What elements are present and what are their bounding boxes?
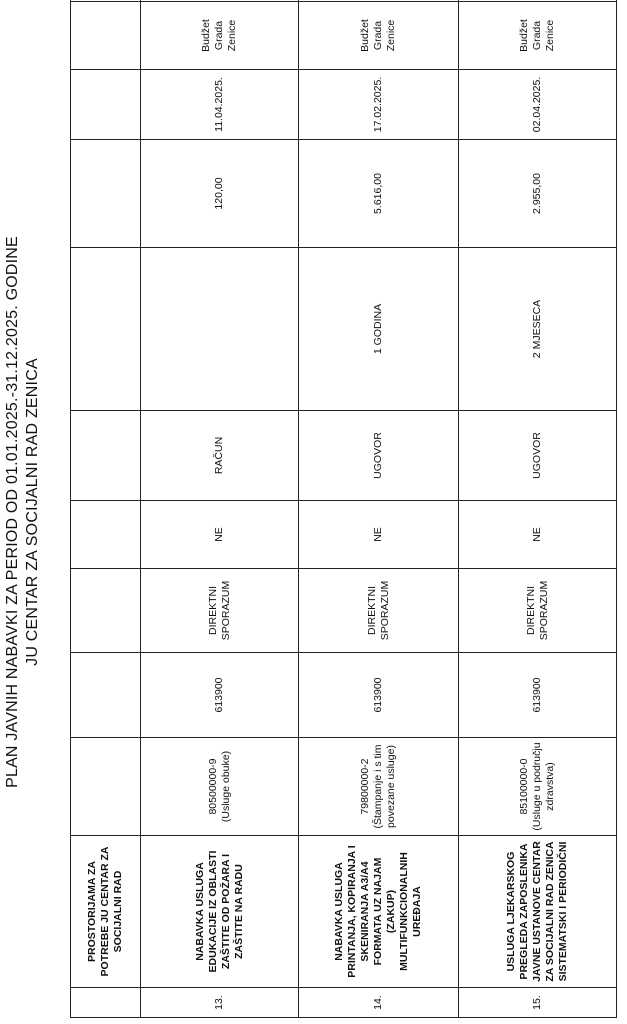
cell-source: Budžet Grada Zenice bbox=[459, 2, 617, 70]
cell-note bbox=[459, 0, 617, 2]
cell-contract-type: UGOVOR bbox=[459, 411, 617, 501]
cell-contract-type bbox=[71, 411, 141, 501]
procurement-table bbox=[70, 0, 617, 1018]
cell-duration: 1 GODINA bbox=[299, 248, 459, 411]
cell-date bbox=[71, 70, 141, 140]
table-row bbox=[141, 0, 299, 1018]
cell-lots: NE bbox=[141, 501, 299, 569]
cell-no: 14. bbox=[299, 988, 459, 1018]
cell-account: 613900 bbox=[141, 653, 299, 738]
cell-date: 11.04.2025. bbox=[141, 70, 299, 140]
cell-note bbox=[141, 0, 299, 2]
cell-procedure: DIREKTNI SPORAZUM bbox=[141, 569, 299, 653]
cell-duration: 2 MJESECA bbox=[459, 248, 617, 411]
cell-value bbox=[71, 140, 141, 248]
cell-value: 2.955,00 bbox=[459, 140, 617, 248]
cell-source bbox=[71, 2, 141, 70]
cell-procedure: DIREKTNI SPORAZUM bbox=[459, 569, 617, 653]
cell-procedure: DIREKTNI SPORAZUM bbox=[299, 569, 459, 653]
cell-subject: USLUGA LJEKARSKOG PREGLEDA ZAPOSLENIKA JAVNE USTANOVE CENTAR ZA SOCIJALNI RAD ZENICA SISTEMATSKI I PERIODIČNI bbox=[459, 836, 617, 988]
document-title: PLAN JAVNIH NABAVKI ZA PERIOD OD 01.01.2025.-31.12.2025. GODINE bbox=[4, 236, 21, 788]
cell-procedure bbox=[71, 569, 141, 653]
cell-value: 5.616,00 bbox=[299, 140, 459, 248]
cell-no: 15. bbox=[459, 988, 617, 1018]
cell-contract-type: UGOVOR bbox=[299, 411, 459, 501]
cell-cpv: 85100000-0 (Usluge u području zdravstva) bbox=[459, 738, 617, 836]
cell-note bbox=[299, 0, 459, 2]
cell-no: 13. bbox=[141, 988, 299, 1018]
cell-account: 613900 bbox=[299, 653, 459, 738]
cell-subject: NABAVKA USLUGA PRINTANJA, KOPIRANJA I SKENIRANJA A3/A4 FORMATA UZ NAJAM (ZAKUP) MULTIFUNKCIONALNIH UREĐAJA bbox=[299, 836, 459, 988]
cell-date: 02.04.2025. bbox=[459, 70, 617, 140]
cell-cpv: 80500000-9 (Usluge obuke) bbox=[141, 738, 299, 836]
cell-subject: NABAVKA USLUGA EDUKACIJE IZ OBLASTI ZAŠTITE OD POŽARA I ZAŠTITE NA RADU bbox=[141, 836, 299, 988]
cell-account: 613900 bbox=[459, 653, 617, 738]
cell-value: 120,00 bbox=[141, 140, 299, 248]
table-row bbox=[71, 0, 141, 1018]
cell-note bbox=[71, 0, 141, 2]
table-row bbox=[459, 0, 617, 1018]
cell-account bbox=[71, 653, 141, 738]
cell-cpv bbox=[71, 738, 141, 836]
cell-cpv: 79800000-2 (Štampanje i s tim povezane usluge) bbox=[299, 738, 459, 836]
cell-lots bbox=[71, 501, 141, 569]
cell-date: 17.02.2025. bbox=[299, 70, 459, 140]
document-subtitle: JU CENTAR ZA SOCIJALNI RAD ZENICA bbox=[24, 358, 41, 666]
cell-lots: NE bbox=[459, 501, 617, 569]
cell-no bbox=[71, 988, 141, 1018]
cell-source: Budžet Grada Zenice bbox=[299, 2, 459, 70]
cell-duration bbox=[141, 248, 299, 411]
cell-subject: PROSTORIJAMA ZA POTREBE JU CENTAR ZA SOCIJALNI RAD bbox=[71, 836, 141, 988]
cell-contract-type: RAČUN bbox=[141, 411, 299, 501]
table-row bbox=[299, 0, 459, 1018]
cell-source: Budžet Grada Zenice bbox=[141, 2, 299, 70]
cell-lots: NE bbox=[299, 501, 459, 569]
cell-duration bbox=[71, 248, 141, 411]
